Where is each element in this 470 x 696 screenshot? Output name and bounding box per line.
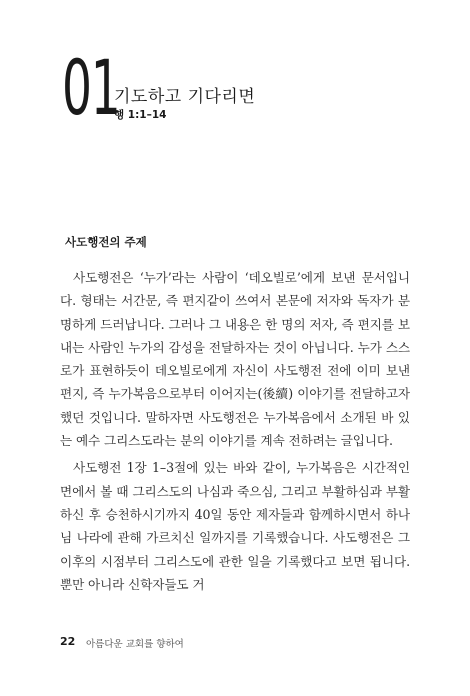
paragraph: 사도행전은 ‘누가’라는 사람이 ‘데오빌로’에게 보낸 문서입니다. 형태는 서간문, 즉 편지같이 쓰여서 본문에 저자와 독자가 분명하게 드러납니다. 그러나 그 내용은 한 명의 저자, 즉 편지를 보내는 사람인 누가의 감성을 전달하자는 것이 아닙니다. 누가 스스로가 표현하듯이 데오빌로에게 자신이 사도행전 전에 이미 보낸 편지, 즉 누가복음으로부터 이어지는(後續) 이야기를 전달하고자 했던 것입니다. 말하자면 사도행전은 누가복음에서 소개된 바 있는 예수 그리스도라는 분의 이야기를 계속 전하려는 글입니다.: [60, 270, 410, 449]
chapter-number: 01: [62, 43, 120, 132]
section-heading: 사도행전의 주제: [65, 235, 147, 249]
scripture-reference: 행 1:1–14: [114, 109, 167, 121]
paragraph: 사도행전 1장 1–3절에 있는 바와 같이, 누가복음은 시간적인 면에서 볼 때 그리스도의 나심과 죽으심, 그리고 부활하심과 부활하신 후 승천하시기까지 40일 동안 제자들과 함께하시면서 하나님 나라에 관해 가르치신 일까지를 기록했습니다. 사도행전은 그 이후의 시점부터 그리스도에 관한 일을 기록했다고 보면 됩니다. 뿐만 아니라 신학자들도 거: [60, 460, 410, 592]
chapter-title: 기도하고 기다리면: [114, 87, 256, 107]
book-title: 아름다운 교회를 향하여: [86, 639, 184, 650]
body-text: [60, 266, 410, 600]
page-number: 22: [60, 635, 76, 648]
